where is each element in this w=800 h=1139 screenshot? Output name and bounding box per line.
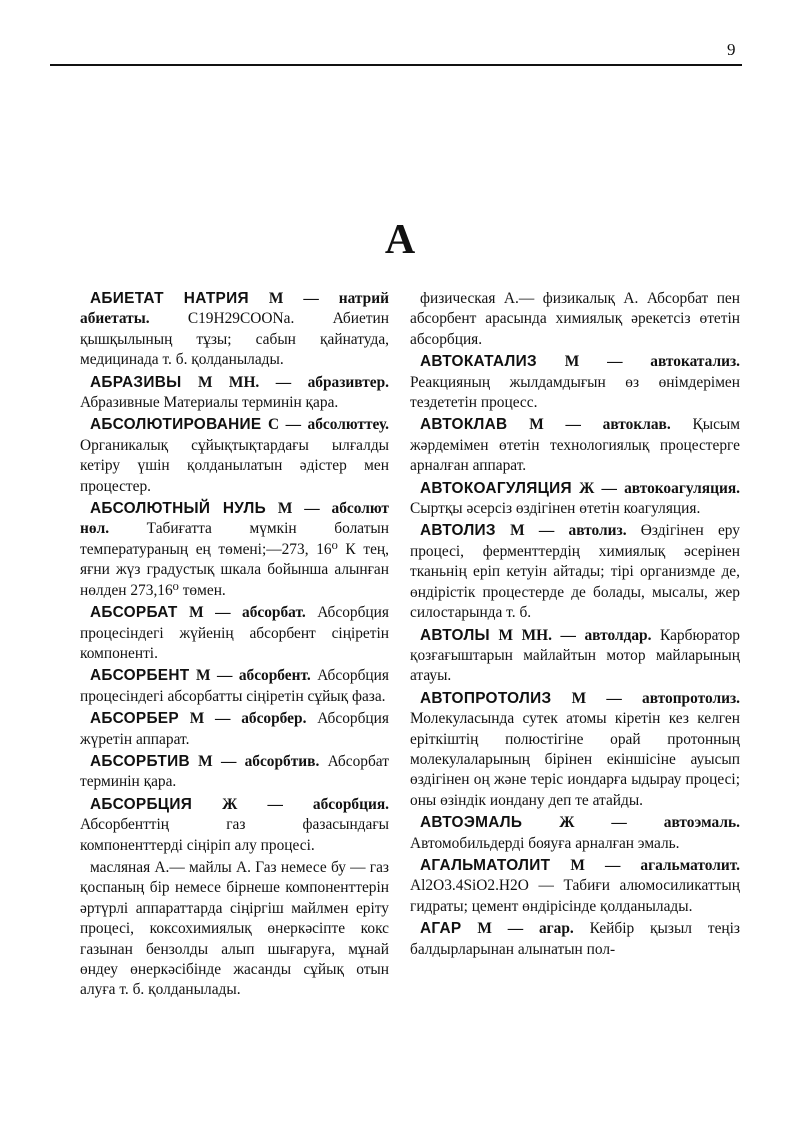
entry-gender: М МН. xyxy=(197,373,260,391)
entry-dash: — xyxy=(551,626,585,644)
entry-headword: АГАЛЬМАТОЛИТ xyxy=(420,856,551,874)
entry-headword-extra: НАТРИЯ xyxy=(183,290,249,307)
entry-dash: — xyxy=(579,353,651,371)
entry-equivalent: абсорбер. xyxy=(241,710,307,728)
right-column xyxy=(410,289,740,962)
entry-gender: М xyxy=(564,353,580,371)
entry-equivalent: автоклав. xyxy=(602,416,671,434)
entry-dash: — xyxy=(524,522,569,540)
entry-dash: — xyxy=(543,416,603,434)
dictionary-entry xyxy=(80,752,389,793)
entry-headword: АВТОКАТАЛИЗ xyxy=(420,353,537,371)
entry-dash: — xyxy=(584,856,641,874)
entry-gender: М xyxy=(189,710,205,728)
dictionary-entry xyxy=(80,373,389,414)
dictionary-entry xyxy=(80,499,389,601)
entry-gender: М xyxy=(571,689,587,707)
entry-gender: М xyxy=(510,522,525,540)
left-column xyxy=(80,289,389,1003)
entry-equivalent: абразивтер. xyxy=(307,373,389,391)
dictionary-entry xyxy=(410,856,740,917)
entry-gender: М xyxy=(268,290,284,307)
header-rule xyxy=(50,64,742,66)
entry-definition: Абсорбция жүретін аппарат. xyxy=(80,710,389,748)
entry-equivalent: автокоагуляция. xyxy=(624,479,740,497)
entry-equivalent: абсорбат. xyxy=(242,604,306,622)
entry-dash: — xyxy=(279,416,308,434)
entry-dash: — xyxy=(212,752,245,770)
dictionary-entry xyxy=(80,858,389,1001)
dictionary-entry xyxy=(410,626,740,687)
entry-equivalent: натрий абиетаты. xyxy=(80,290,389,328)
entry-headword: АБРАЗИВЫ xyxy=(90,373,182,391)
entry-equivalent: абсорбтив. xyxy=(244,752,320,770)
dictionary-entry xyxy=(80,666,389,707)
entry-headword: АБСОРБАТ xyxy=(90,604,178,622)
entry-headword: АБИЕТАТ xyxy=(90,290,164,307)
entry-headword: АВТОЛЫ xyxy=(420,626,490,644)
entry-definition: Қысым жәрдемімен өтетін технологиялық процестерге арналған аппарат. xyxy=(410,416,740,475)
entry-gender: Ж xyxy=(579,479,595,497)
entry-definition: Сыртқы әсерсіз өздігінен өтетін коагуляция. xyxy=(410,500,701,518)
entry-definition: Al2O3.4SiO2.H2O — Табиғи алюмосиликаттың гидраты; цемент өндірісінде қолданылады. xyxy=(410,877,740,915)
entry-dash: — xyxy=(210,667,239,685)
entry-dash: — xyxy=(292,500,332,518)
entry-gender: М xyxy=(189,604,204,622)
entry-headword: АБСОРБТИВ xyxy=(90,752,190,770)
entry-definition: Табиғатта мүмкін болатын температураның ең төмені;—273, 16⁰ К тең, яғни жүз градустық шкала бойынша алынған нөлден 273,16⁰ төмен. xyxy=(80,520,389,599)
dictionary-entry xyxy=(410,352,740,413)
entry-definition: Абсорбат терминін қара. xyxy=(80,752,389,791)
entry-equivalent: автолиз. xyxy=(568,522,627,540)
dictionary-entry xyxy=(410,689,740,811)
entry-gender: Ж xyxy=(559,814,575,832)
entry-headword: АБСОЛЮТИРОВАНИЕ xyxy=(90,416,262,434)
dictionary-entry xyxy=(80,415,389,497)
entry-definition: масляная А.— майлы А. Газ немесе бу — газ қоспаның бір немесе бірнеше компоненттерін әртүрлі аппараттарда сіңіргіш майлмен еріту процесі, коксохимиялық өнеркәсіпте кокс газынан бензолды алып шығаруға, мұнай өндеу өнеркәсібінде жасанды сұйық отын алуға т. б. қолданылады. xyxy=(80,858,389,999)
entry-definition: Карбюратор қозғағыштарын майлайтын мотор майларының атауы. xyxy=(410,626,740,685)
dictionary-entry xyxy=(80,603,389,664)
entry-headword: АВТОЭМАЛЬ xyxy=(420,814,523,832)
entry-definition: C19H29COONa. Абиетин қышқылының тұзы; сабын қайнатуда, медицинада т. б. қолданылады. xyxy=(80,310,389,369)
entry-definition: Органикалық сұйықтықтардағы ылғалды кетіру үшін қолданылатын әдістер мен процестер. xyxy=(80,436,389,495)
dictionary-entry xyxy=(80,289,389,371)
dictionary-entry xyxy=(410,521,740,623)
entry-headword: АБСОРБЕР xyxy=(90,710,179,728)
dictionary-entry xyxy=(410,919,740,960)
entry-headword: АВТОПРОТОЛИЗ xyxy=(420,689,552,707)
dictionary-entry xyxy=(80,795,389,856)
entry-equivalent: агар. xyxy=(538,920,574,938)
entry-gender: М xyxy=(529,416,544,434)
entry-headword: АВТОКОАГУЛЯЦИЯ xyxy=(420,479,572,497)
entry-definition: Абсорбция процесіндегі абсорбатты сіңіретін сұйық фаза. xyxy=(80,667,389,705)
entry-gender: М xyxy=(277,500,293,518)
entry-gender: М xyxy=(195,667,211,685)
dictionary-entry xyxy=(410,479,740,520)
entry-definition: Автомобильдерді бояуға арналған эмаль. xyxy=(410,834,680,852)
entry-definition: Абсорбция процесіндегі жүйенің абсорбент сіңіретін компоненті. xyxy=(80,604,389,662)
entry-definition: Абразивные Материалы терминін қара. xyxy=(80,394,339,412)
entry-equivalent: абсолюттеу. xyxy=(307,416,389,434)
entry-dash: — xyxy=(283,290,339,307)
entry-definition: физическая А.— физикалық А. Абсорбат пен абсорбент арасында химиялық әрекетсіз өтетін абсорбция. xyxy=(410,290,740,348)
entry-equivalent: абсолют нөл. xyxy=(80,500,389,538)
entry-dash: — xyxy=(259,373,308,391)
entry-equivalent: автокатализ. xyxy=(650,353,740,371)
entry-headword: АБСОРБЕНТ xyxy=(90,667,190,685)
entry-definition: Кейбір қызыл теңіз балдырларынан алынатын пол- xyxy=(410,920,740,958)
page-number: 9 xyxy=(727,40,736,59)
entry-dash: — xyxy=(586,689,643,707)
entry-dash: — xyxy=(491,920,539,938)
entry-gender: М xyxy=(198,752,213,770)
entry-definition: Реакцияның жылдамдығын өз өнімдерімен тездететін процесс. xyxy=(410,373,740,412)
entry-headword: АБСОРБЦИЯ xyxy=(90,795,193,813)
entry-headword: АВТОЛИЗ xyxy=(420,522,496,540)
dictionary-entry xyxy=(80,709,389,750)
entry-headword: АГАР xyxy=(420,920,462,938)
dictionary-entry xyxy=(410,289,740,350)
entry-gender: Ж xyxy=(222,795,238,813)
entry-gender: М xyxy=(477,920,492,938)
dictionary-entry xyxy=(410,813,740,854)
dictionary-entry xyxy=(410,415,740,476)
entry-gender: М xyxy=(570,856,585,874)
entry-equivalent: автолдар. xyxy=(584,626,652,644)
entry-dash: — xyxy=(237,795,313,813)
entry-headword: АВТОКЛАВ xyxy=(420,416,508,434)
entry-equivalent: автопротолиз. xyxy=(642,689,740,707)
entry-equivalent: абсорбция. xyxy=(312,795,389,813)
entry-dash: — xyxy=(594,479,625,497)
entry-definition: Абсорбенттің газ фазасындағы компоненттерді сіңіріп алу процесі. xyxy=(80,816,389,854)
section-letter: А xyxy=(384,217,416,263)
entry-dash: — xyxy=(203,604,242,622)
entry-gender: М МН. xyxy=(498,626,552,644)
entry-dash: — xyxy=(204,710,242,728)
entry-definition: Өздігінен еру процесі, ферменттердің химиялық әсерінен тканьнің еріп кетуін айтады; тірі организмде де, өндірістік процестерде де болады, мысалы, жер силостарында т. б. xyxy=(410,522,740,622)
entry-definition: Молекуласында сутек атомы кіретін кез келген еріткіштің полюстігіне орай протонның молекулаларының бірінен екіншісіне ауысып өздігінен оң және теріс иондарға ыдырау процесі; оны өзіндік иондану деп те атайды. xyxy=(410,710,740,809)
entry-equivalent: агальматолит. xyxy=(640,856,740,874)
entry-gender: С xyxy=(267,416,280,434)
entry-equivalent: автоэмаль. xyxy=(663,814,740,832)
entry-equivalent: абсорбент. xyxy=(238,667,311,685)
entry-headword: АБСОЛЮТНЫЙ НУЛЬ xyxy=(90,500,266,518)
entry-dash: — xyxy=(574,814,664,832)
